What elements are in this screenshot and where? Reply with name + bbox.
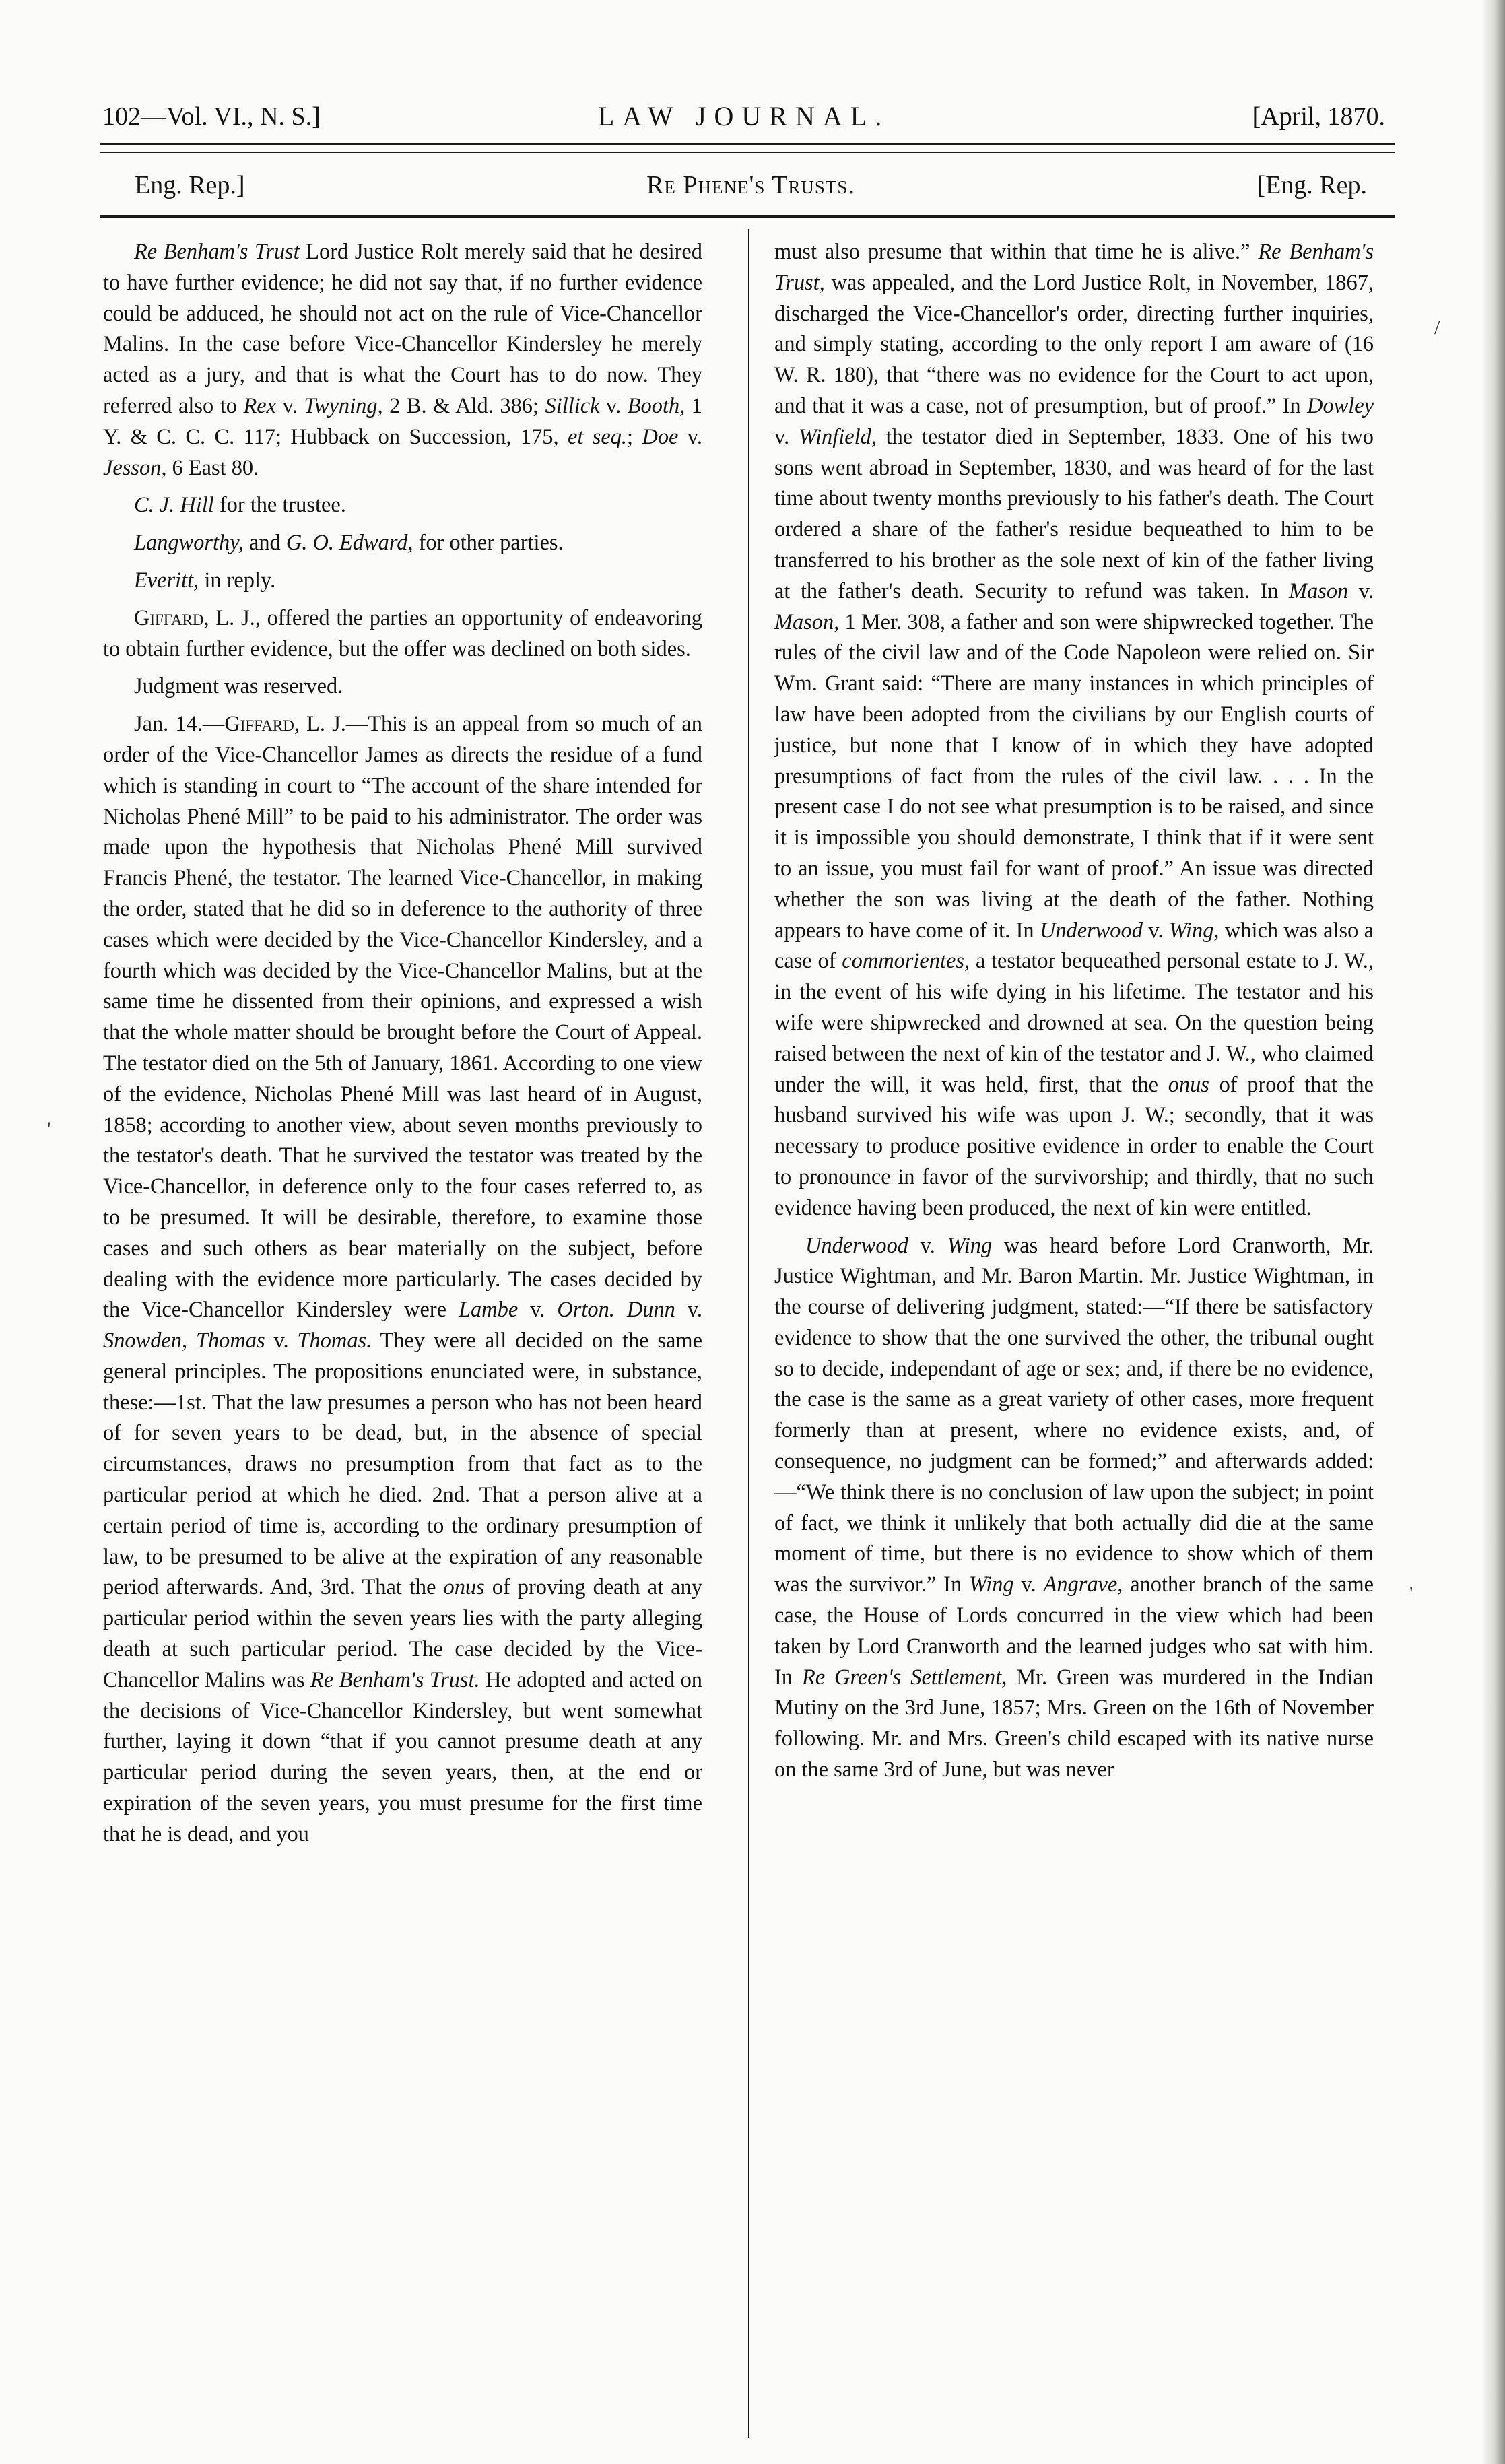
paragraph — [103, 603, 702, 665]
text-run: which was also a case of — [774, 918, 1374, 974]
text-run: Wing — [969, 1572, 1014, 1597]
margin-mark: / — [1434, 317, 1440, 339]
text-run: the testator died in September, 1833. One of his two sons went abroad in September, 1830, and was heard of for the last time about twenty months previously to his father's death. The Court ordered a share of the father's residue bequeathed to him to be transferred to his brother as the sole next of kin of the father living at the father's death. Security to refund was taken. In — [774, 424, 1374, 603]
paragraph — [103, 566, 702, 597]
right-column — [774, 237, 1374, 1793]
text-run: of proving death at any particular period within the seven years lies with the party alleging death at such particular period. The case decided by the Vice-Chancellor Malins was — [103, 1575, 702, 1692]
text-run: v. — [1348, 578, 1374, 603]
paragraph — [774, 237, 1374, 1224]
margin-mark: ' — [1409, 1583, 1413, 1605]
text-run: Snowden, Thomas — [103, 1329, 265, 1354]
text-run: Re Benham's Trust. — [310, 1667, 480, 1692]
header-double-rule — [100, 143, 1395, 153]
report-label-right: [Eng. Rep. — [1257, 171, 1367, 199]
text-run: They were all decided on the same general principles. The propositions enunciated were, in substance, these:—1st. That the law presumes a person who has not been heard of for seven years to be dead, but, in the absence of special circumstances, draws no presumption from that fact as to the particular period at which he died. 2nd. That a person alive at a certain period of time is, according to the ordinary presumption of law, to be presumed to be alive at the expiration of any reasonable period afterwards. And, 3rd. That the — [103, 1329, 702, 1600]
running-head — [102, 94, 1385, 139]
paragraph — [774, 1231, 1374, 1786]
paragraph — [103, 671, 702, 702]
text-run: Re Benham's Trust — [134, 240, 300, 264]
text-run: Langworthy, — [134, 531, 244, 556]
text-run: Jan. 14.— — [134, 712, 225, 737]
paragraph — [103, 528, 702, 559]
column-divider — [748, 229, 749, 2438]
margin-mark: ' — [47, 1118, 51, 1140]
section-rule — [100, 215, 1395, 218]
text-run: Mason, — [774, 609, 840, 634]
paragraph — [103, 709, 702, 1850]
text-run: Winfield, — [798, 424, 877, 449]
section-head — [135, 162, 1367, 209]
text-run: and — [243, 531, 286, 556]
page-edge-shadow — [1481, 0, 1505, 2464]
text-run: of proof that the husband survived his wife was upon J. W.; secondly, that it was necessary to produce positive evidence in order to enable the Court to pronounce in favor of the survivorship; and thirdly, that no such evidence having been produced, the next of kin were entitled. — [774, 1072, 1374, 1220]
text-run: onus — [1168, 1072, 1209, 1097]
text-run: G. O. Edward, — [286, 531, 413, 556]
left-column — [103, 237, 702, 1857]
text-run: , L. J., offered the parties an opportunity of endeavoring to obtain further evidence, but the offer was declined on both sides. — [103, 605, 702, 661]
text-run: Orton. Dunn — [557, 1298, 675, 1323]
text-run: v. — [1142, 918, 1169, 943]
text-run: in reply. — [199, 568, 276, 593]
text-run: v. — [675, 1298, 703, 1323]
text-run: 1 Mer. 308, a father and son were shipwrecked together. The rules of the civil law and of the Code Napoleon were relied on. Sir Wm. Grant said: “There are many instances in which principles of law have been adopted from the civilians by our English courts of justice, but none that I know of in which they have adopted presumptions of fact from the rules of the civil law. . . . In the present case I do not see what presumption is to be raised, and since it is impossible you should demonstrate, I think that if it were sent to an issue, you must fail for want of proof.” An issue was directed whether the son was living at the death of the father. Nothing appears to have come of it. In — [774, 609, 1374, 943]
text-run: Booth, — [627, 393, 685, 418]
text-run: v. — [265, 1329, 298, 1354]
text-run: Mr. Green was murdered in the Indian Mutiny on the 3rd June, 1857; Mrs. Green on the 16th of November following. Mr. and Mrs. Green's child escaped with its native nurse on the same 3rd of June, but was never — [774, 1665, 1374, 1783]
text-run: Underwood — [805, 1233, 908, 1258]
text-run: ; — [627, 424, 642, 449]
text-run: C. J. Hill — [134, 493, 214, 518]
text-run: onus — [443, 1575, 485, 1600]
text-run: He adopted and acted on the decisions of Vice-Chancellor Kindersley, but went somewhat further, laying it down “that if you cannot presume death at any particular period during the seven years, then, at the end or expiration of the seven years, you must presume for the first time that he is dead, and you — [103, 1667, 702, 1846]
text-run: Mason — [1289, 578, 1349, 603]
text-run: 2 B. & Ald. 386; — [382, 393, 545, 418]
text-run: Twyning, — [304, 393, 383, 418]
text-run: v. — [1013, 1572, 1044, 1597]
text-run: et seq. — [567, 424, 628, 449]
text-run: for the trustee. — [213, 493, 346, 518]
text-run: Underwood — [1039, 918, 1143, 943]
text-run: Lord Justice Rolt merely said that he desired to have further evidence; he did not say that, if no further evidence could be adduced, he should not act on the rule of Vice-Chancellor Malins. In the case before Vice-Chancellor Kindersley he merely acted as a jury, and that is what the Court has to do now. They referred also to — [103, 240, 702, 418]
text-run: a testator bequeathed personal estate to J. W., in the event of his wife dying in his lifetime. The testator and his wife were shipwrecked and drowned at sea. On the question being raised between the next of kin of the testator and J. W., who claimed under the will, it was held, first, that the — [774, 949, 1374, 1097]
page-volume-label: 102—Vol. VI., N. S.] — [102, 102, 321, 131]
text-run: commorientes, — [842, 949, 970, 974]
report-label-left: Eng. Rep.] — [135, 171, 245, 199]
text-run: v. — [276, 393, 304, 418]
issue-date: [April, 1870. — [1252, 102, 1385, 131]
paragraph — [103, 237, 702, 484]
text-run: Jesson, — [103, 455, 167, 480]
text-run: Giffard — [134, 605, 204, 630]
text-run: Wing — [947, 1233, 993, 1258]
text-run: Doe — [642, 424, 679, 449]
text-run: v. — [678, 424, 702, 449]
text-run: v. — [518, 1298, 558, 1323]
journal-title: LAW JOURNAL. — [597, 101, 890, 131]
text-run: must also presume that within that time he is alive.” — [774, 240, 1259, 264]
text-run: v. — [774, 424, 799, 449]
text-run: v. — [908, 1233, 947, 1258]
text-run: , L. J.—This is an appeal from so much of an order of the Vice-Chancellor James as directs the residue of a fund which is standing in court to “The account of the share intended for Nicholas Phené Mill” to be paid to his administrator. The order was made upon the hypothesis that Nicholas Phené Mill survived Francis Phené, the testator. The learned Vice-Chancellor, in making the order, stated that he did so in deference to the authority of three cases which were decided by the Vice-Chancellor Kindersley, and a fourth which was decided by the Vice-Chancellor Malins, but at the same time he dissented from their opinions, and expressed a wish that the whole matter should be brought before the Court of Appeal. The testator died on the 5th of January, 1861. According to one view of the evidence, Nicholas Phené Mill was last heard of in August, 1858; according to another view, about seven months previously to the testator's death. That he survived the testator was treated by the Vice-Chancellor, in deference only to the four cases referred to, as to be presumed. It will be desirable, therefore, to examine those cases and such others as bear materially on the subject, before dealing with the evidence more particularly. The cases decided by the Vice-Chancellor Kindersley were — [103, 712, 702, 1323]
text-run: 1 Y. & C. C. C. 117; Hubback on Succession, 175, — [103, 393, 702, 449]
text-run: Lambe — [459, 1298, 519, 1323]
text-run: Wing, — [1168, 918, 1219, 943]
text-run: for other parties. — [413, 531, 564, 556]
text-run: Giffard — [224, 712, 294, 737]
text-run: Thomas. — [297, 1329, 372, 1354]
text-run: was appealed, and the Lord Justice Rolt, in November, 1867, discharged the Vice-Chancellor's order, directing further inquiries, and simply stating, according to the only report I am aware of (16 W. R. 180), that “there was no evidence for the Court to act upon, and that it was a case, not of presumption, but of proof.” In — [774, 270, 1374, 418]
text-run: Judgment was reserved. — [134, 674, 343, 699]
case-title: Re Phene's Trusts. — [646, 171, 855, 199]
text-run: Everitt, — [134, 568, 199, 593]
paragraph — [103, 490, 702, 521]
text-run: another branch of the same case, the House of Lords concurred in the view which had been taken by Lord Cranworth and the learned judges who sat with him. In — [774, 1572, 1374, 1690]
text-run: Dowley — [1307, 393, 1374, 418]
text-run: Sillick — [545, 393, 600, 418]
text-run: Rex — [243, 393, 277, 418]
text-run: 6 East 80. — [166, 455, 259, 480]
text-run: was heard before Lord Cranworth, Mr. Justice Wightman, and Mr. Baron Martin. Mr. Justice Wightman, in the course of delivering judgment, stated:—“If there be satisfactory evidence to show that the one survived the other, the tribunal ought so to decide, independant of age or sex; and, if there be no evidence, the case is the same as a great variety of other cases, more frequent formerly than at present, where no evidence exists, and, of consequence, no judgment can be formed;” and afterwards added:—“We think there is no conclusion of law upon the subject; in point of fact, we think it unlikely that both actually did die at the same moment of time, but there is no evidence to show which of them was the survivor.” In — [774, 1233, 1374, 1597]
text-run: Angrave, — [1043, 1572, 1123, 1597]
text-run: Re Green's Settlement, — [801, 1665, 1007, 1690]
text-run: Re Benham's Trust, — [774, 240, 1374, 295]
text-run: v. — [599, 393, 628, 418]
